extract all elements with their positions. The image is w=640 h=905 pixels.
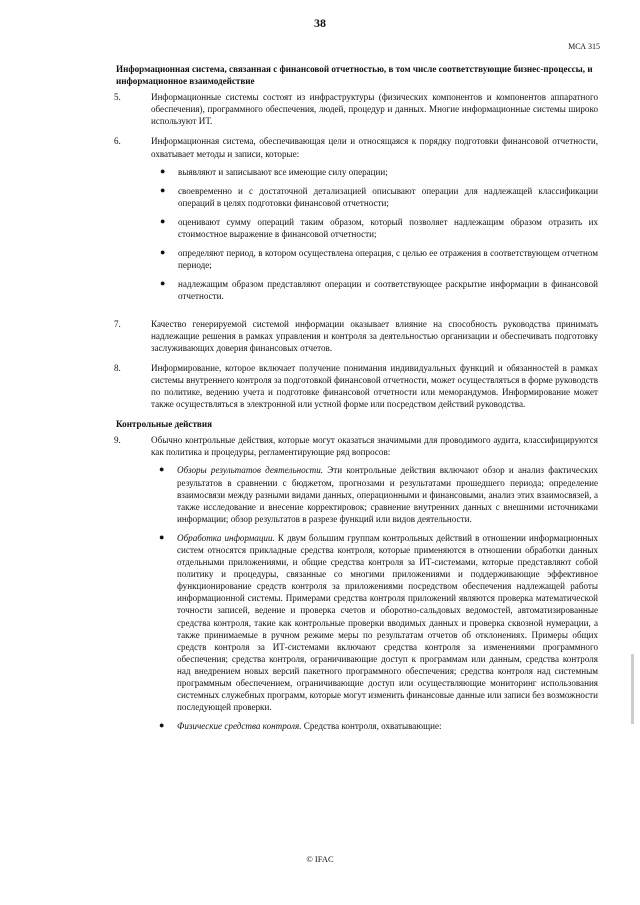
bullet-title: Обработка информации. — [177, 532, 275, 543]
list-item: ● своевременно и с достаточной детализацией описывают операции для надлежащей классификации операций в целях подготовки финансовой отчетности; — [150, 185, 598, 209]
paragraph-number: 9. — [114, 435, 121, 446]
bullet-icon: ● — [159, 720, 165, 731]
paragraph-6 — [116, 135, 598, 309]
page-content — [116, 63, 598, 747]
paragraph-7 — [116, 318, 598, 354]
bullet-icon: ● — [160, 278, 166, 289]
list-item — [149, 720, 598, 732]
bullet-icon: ● — [159, 464, 165, 475]
bullet-list — [150, 166, 598, 303]
paragraph-text: Информационная система, обеспечивающая цели и относящаяся к порядку подготовки финансовой отчетности, охватывает методы и записи, которые: — [151, 136, 598, 159]
section-heading-control-activities: Контрольные действия — [116, 419, 212, 430]
paragraph-number: 8. — [114, 362, 121, 373]
bullet-title: Обзоры результатов деятельности. — [177, 465, 324, 476]
bullet-icon: ● — [159, 531, 165, 542]
list-item: ● определяют период, в котором осуществлена операция, с целью ее отражения в соответствующем отчетном периоде; — [150, 247, 598, 271]
bullet-icon: ● — [160, 184, 166, 195]
paragraph-text: Информационные системы состоят из инфраструктуры (физических компонентов и компонентов аппаратного обеспечения), программного обеспечения, людей, процедур и данных. Многие информационные системы широко используют ИТ. — [151, 92, 598, 127]
page-footer: © IFAC — [306, 854, 334, 864]
paragraph-number: 6. — [114, 136, 121, 147]
list-item: ● оценивают сумму операций таким образом, который позволяет надлежащим образом отразить их стоимостное выражение в финансовой отчетности; — [150, 216, 598, 240]
page-number: 38 — [314, 16, 326, 30]
margin-mark — [631, 654, 634, 724]
list-item: ● выявляют и записывают все имеющие силу операции; — [150, 166, 598, 178]
paragraph-text: Обычно контрольные действия, которые могут оказаться значимыми для проводимого аудита, классифицируются как политика и процедуры, регламентирующие ряд вопросов: — [151, 435, 598, 458]
paragraph-number: 7. — [114, 318, 121, 329]
list-item — [149, 532, 598, 713]
paragraph-8 — [116, 362, 598, 410]
paragraph-number: 5. — [114, 92, 121, 103]
bullet-text: Эти контрольные действия включают обзор и анализ фактических результатов в сравнении с бюджетом, прогнозами и результатами прошедшего периода; определение взаимосвязи между разными видами данных, операционными и финансовыми, анализ этих взаимосвязей, а также исследование и внесение корректировок; сравнение внутренних данных с внешними источниками информации; обзор результатов в разрезе функций или видов деятельности. — [177, 465, 598, 524]
paragraph-text: Качество генерируемой системой информации оказывает влияние на способность руководства принимать надлежащие решения в рамках управления и контроля за деятельностью организации и обеспечивать подготовку заслуживающих доверия финансовых отчетов. — [151, 318, 598, 353]
paragraph-5 — [116, 91, 598, 127]
list-item: ● надлежащим образом представляют операции и соответствующее раскрытие информации в финансовой отчетности. — [150, 278, 598, 302]
bullet-icon: ● — [160, 247, 166, 258]
section-heading-information-system: Информационная система, связанная с финансовой отчетностью, в том числе соответствующие бизнес-процессы, и информационное взаимодействие — [116, 64, 593, 87]
paragraph-text: Информирование, которое включает получение понимания индивидуальных функций и обязанностей в рамках системы внутреннего контроля за подготовкой финансовой отчетности, может осуществляться в форме руководств по политике, ведению учета и подготовке финансовой отчетности или меморандумов. Информирование может также осуществляться в электронной или устной форме или посредством действий руководства. — [151, 362, 598, 410]
bullet-text: Средства контроля, охватывающие: — [301, 721, 442, 732]
bullet-text: К двум большим группам контрольных действий в отношении информационных систем относятся прикладные средства контроля, которые применяются в отношении обработки данных отдельными приложениями, и общие средства контроля за ИТ-системами, которые представляют собой политику и процедуры, связанные со многими приложениями и поддерживающие эффективное функционирование средств контроля за приложениями посредством обеспечения надлежащей работы информационной системы. Примерами средства контроля приложений являются проверка математической точности записей, ведение и проверка счетов и оборотно-сальдовых ведомостей, автоматизированные средства контроля, такие как контрольные проверки вводимых данных и проверка сквозной нумерации, а также принимаемые в ручном режиме меры по результатам отчетов об отклонениях. Примеры общих средств контроля за ИТ-системами включают средства контроля за изменениями программного обеспечения; средства контроля, ограничивающие доступ к программам или данным, средства контроля над внедрением новых версий пакетного программного обеспечения; средства контроля над системным программным обеспечением, ограничивающие доступ или осуществляющие мониторинг использования системных служебных программ, которые могут изменить финансовые данные или записи без возможности последующей проверки. — [177, 532, 599, 713]
bullet-title: Физические средства контроля. — [177, 721, 302, 732]
list-item — [149, 464, 598, 524]
bullet-list — [149, 464, 598, 732]
document-code: МСА 315 — [568, 42, 600, 51]
bullet-icon: ● — [160, 215, 166, 226]
bullet-icon: ● — [160, 165, 166, 176]
paragraph-9 — [116, 434, 598, 739]
